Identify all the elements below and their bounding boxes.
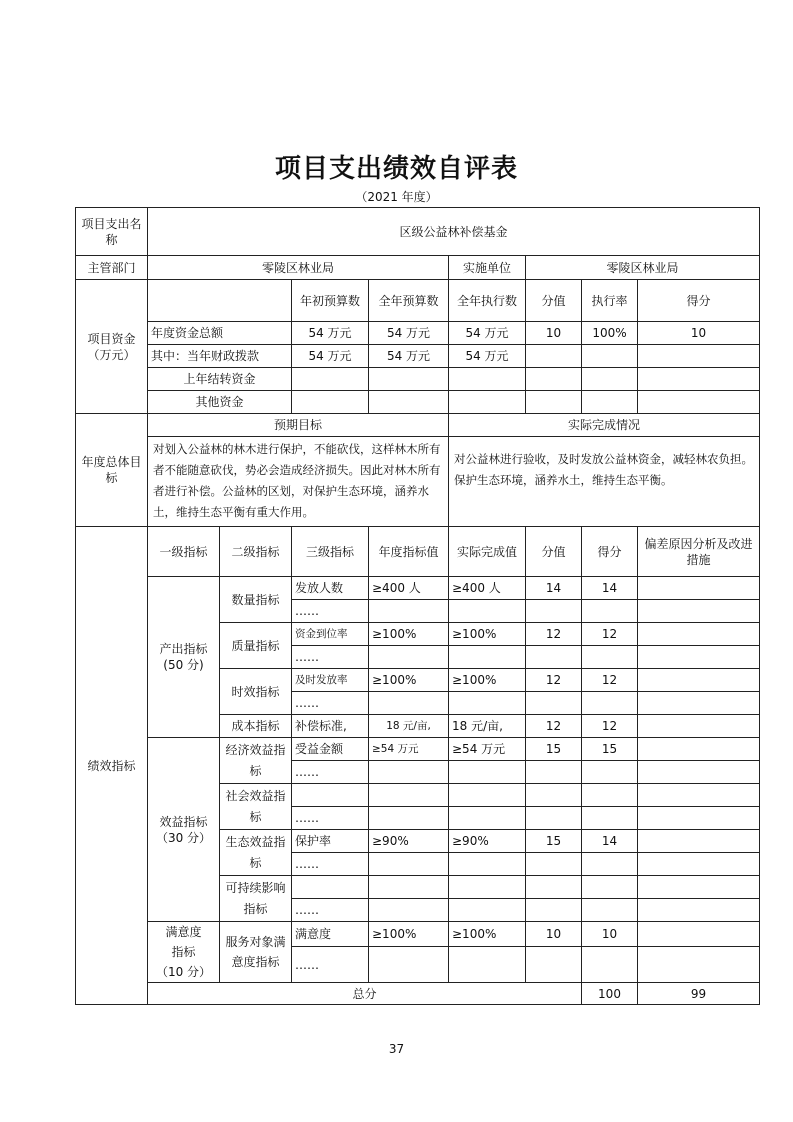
- goals-expected: 对划入公益林的林木进行保护，不能砍伐，这样林木所有者不能随意砍伐，势必会造成经济损失。因此对林木所有者进行补偿。公益林的区划，对保护生态环境，涵养水土，维持生态平衡有重大作用。: [148, 437, 449, 527]
- sat-target: ≥100%: [369, 922, 449, 947]
- econ-actual: ≥54 万元: [449, 738, 526, 761]
- ellipsis: ……: [292, 899, 369, 922]
- cost-score: 12: [526, 715, 582, 738]
- funds-current-row: [76, 345, 760, 368]
- goals-header-row: [76, 414, 760, 437]
- perf-h7: 得分: [582, 527, 638, 577]
- project-name-label: 项目支出名称: [76, 208, 148, 256]
- econ-ind: 受益金额: [292, 738, 369, 761]
- funds-other-row: [76, 391, 760, 414]
- cost-ind: 补偿标准,: [292, 715, 369, 738]
- time-label: 时效指标: [220, 669, 292, 715]
- project-name: 区级公益林补偿基金: [148, 208, 760, 256]
- funds-total-exec: 54 万元: [449, 322, 526, 345]
- social-label: 社会效益指标: [220, 784, 292, 830]
- funds-cur-annual: 54 万元: [369, 345, 449, 368]
- dept-row: [76, 256, 760, 280]
- perf-h8: 偏差原因分析及改进措施: [638, 527, 760, 577]
- dept-label: 主管部门: [76, 256, 148, 280]
- cost-got: 12: [582, 715, 638, 738]
- sat-label: 满意度指标 （10 分）: [148, 922, 220, 983]
- goals-content-row: [76, 437, 760, 527]
- funds-prev-label: 上年结转资金: [148, 368, 292, 391]
- funds-total-annual: 54 万元: [369, 322, 449, 345]
- ellipsis: ……: [292, 600, 369, 623]
- funds-h-annual: 全年预算数: [369, 280, 449, 322]
- eco-got: 14: [582, 830, 638, 853]
- funds-other-label: 其他资金: [148, 391, 292, 414]
- perf-h5: 实际完成值: [449, 527, 526, 577]
- cost-actual: 18 元/亩,: [449, 715, 526, 738]
- table-row: [76, 577, 760, 600]
- output-label: 产出指标 (50 分): [148, 577, 220, 738]
- funds-h-score: 分值: [526, 280, 582, 322]
- funds-total-got: 10: [638, 322, 760, 345]
- funds-h-initial: 年初预算数: [292, 280, 369, 322]
- page-title: 项目支出绩效自评表: [274, 154, 518, 184]
- time-target: ≥100%: [369, 669, 449, 692]
- funds-cur-exec: 54 万元: [449, 345, 526, 368]
- sat-sub-label: 服务对象满意度指标: [220, 922, 292, 983]
- table-row: [76, 738, 760, 761]
- perf-h6: 分值: [526, 527, 582, 577]
- time-got: 12: [582, 669, 638, 692]
- eco-actual: ≥90%: [449, 830, 526, 853]
- goals-label: 年度总体目标: [76, 414, 148, 527]
- qual-target: ≥100%: [369, 623, 449, 646]
- perf-h4: 年度指标值: [369, 527, 449, 577]
- eco-label: 生态效益指标: [220, 830, 292, 876]
- page-number: 37: [388, 1042, 405, 1056]
- ellipsis: ……: [292, 646, 369, 669]
- funds-h-rate: 执行率: [582, 280, 638, 322]
- econ-got: 15: [582, 738, 638, 761]
- funds-cur-label: 其中：当年财政拨款: [148, 345, 292, 368]
- qty-label: 数量指标: [220, 577, 292, 623]
- qual-got: 12: [582, 623, 638, 646]
- sat-got: 10: [582, 922, 638, 947]
- funds-h-got: 得分: [638, 280, 760, 322]
- total-label: 总分: [148, 983, 582, 1005]
- total-row: [76, 983, 760, 1005]
- impl-label: 实施单位: [449, 256, 526, 280]
- perf-h2: 二级指标: [220, 527, 292, 577]
- ellipsis: ……: [292, 692, 369, 715]
- econ-score: 15: [526, 738, 582, 761]
- total-score: 100: [582, 983, 638, 1005]
- funds-h-exec: 全年执行数: [449, 280, 526, 322]
- funds-total-label: 年度资金总额: [148, 322, 292, 345]
- time-actual: ≥100%: [449, 669, 526, 692]
- sat-actual: ≥100%: [449, 922, 526, 947]
- funds-prev-row: [76, 368, 760, 391]
- econ-target: ≥54 万元: [369, 738, 449, 761]
- ellipsis: ……: [292, 807, 369, 830]
- econ-label: 经济效益指标: [220, 738, 292, 784]
- funds-cur-initial: 54 万元: [292, 345, 369, 368]
- funds-header-row: [76, 280, 760, 322]
- impl-value: 零陵区林业局: [526, 256, 760, 280]
- qty-actual: ≥400 人: [449, 577, 526, 600]
- sat-score: 10: [526, 922, 582, 947]
- eco-target: ≥90%: [369, 830, 449, 853]
- funds-total-row: [76, 322, 760, 345]
- project-name-row: [76, 208, 760, 256]
- qual-label: 质量指标: [220, 623, 292, 669]
- goals-expected-label: 预期目标: [148, 414, 449, 437]
- funds-total-score: 10: [526, 322, 582, 345]
- qual-ind: 资金到位率: [292, 623, 369, 646]
- qty-score: 14: [526, 577, 582, 600]
- qual-actual: ≥100%: [449, 623, 526, 646]
- sustain-label: 可持续影响指标: [220, 876, 292, 922]
- ellipsis: ……: [292, 947, 369, 983]
- qual-score: 12: [526, 623, 582, 646]
- goals-actual: 对公益林进行验收，及时发放公益林资金，减轻林农负担。保护生态环境，涵养水土，维持生态平衡。: [449, 437, 760, 527]
- benefit-label: 效益指标 （30 分）: [148, 738, 220, 922]
- ellipsis: ……: [292, 761, 369, 784]
- funds-total-initial: 54 万元: [292, 322, 369, 345]
- sat-ind: 满意度: [292, 922, 369, 947]
- eco-ind: 保护率: [292, 830, 369, 853]
- time-ind: 及时发放率: [292, 669, 369, 692]
- cost-target: 18 元/亩,: [369, 715, 449, 738]
- report-year: （2021 年度）: [355, 190, 438, 204]
- funds-label: 项目资金（万元）: [76, 280, 148, 414]
- evaluation-table: [75, 207, 760, 1005]
- qty-ind: 发放人数: [292, 577, 369, 600]
- funds-total-rate: 100%: [582, 322, 638, 345]
- cost-label: 成本指标: [220, 715, 292, 738]
- table-row: [76, 922, 760, 947]
- perf-header-row: [76, 527, 760, 577]
- qty-got: 14: [582, 577, 638, 600]
- funds-blank: [148, 280, 292, 322]
- time-score: 12: [526, 669, 582, 692]
- dept-value: 零陵区林业局: [148, 256, 449, 280]
- ellipsis: ……: [292, 853, 369, 876]
- eco-score: 15: [526, 830, 582, 853]
- qty-target: ≥400 人: [369, 577, 449, 600]
- perf-label: 绩效指标: [76, 527, 148, 1005]
- perf-h3: 三级指标: [292, 527, 369, 577]
- total-got: 99: [638, 983, 760, 1005]
- perf-h1: 一级指标: [148, 527, 220, 577]
- goals-actual-label: 实际完成情况: [449, 414, 760, 437]
